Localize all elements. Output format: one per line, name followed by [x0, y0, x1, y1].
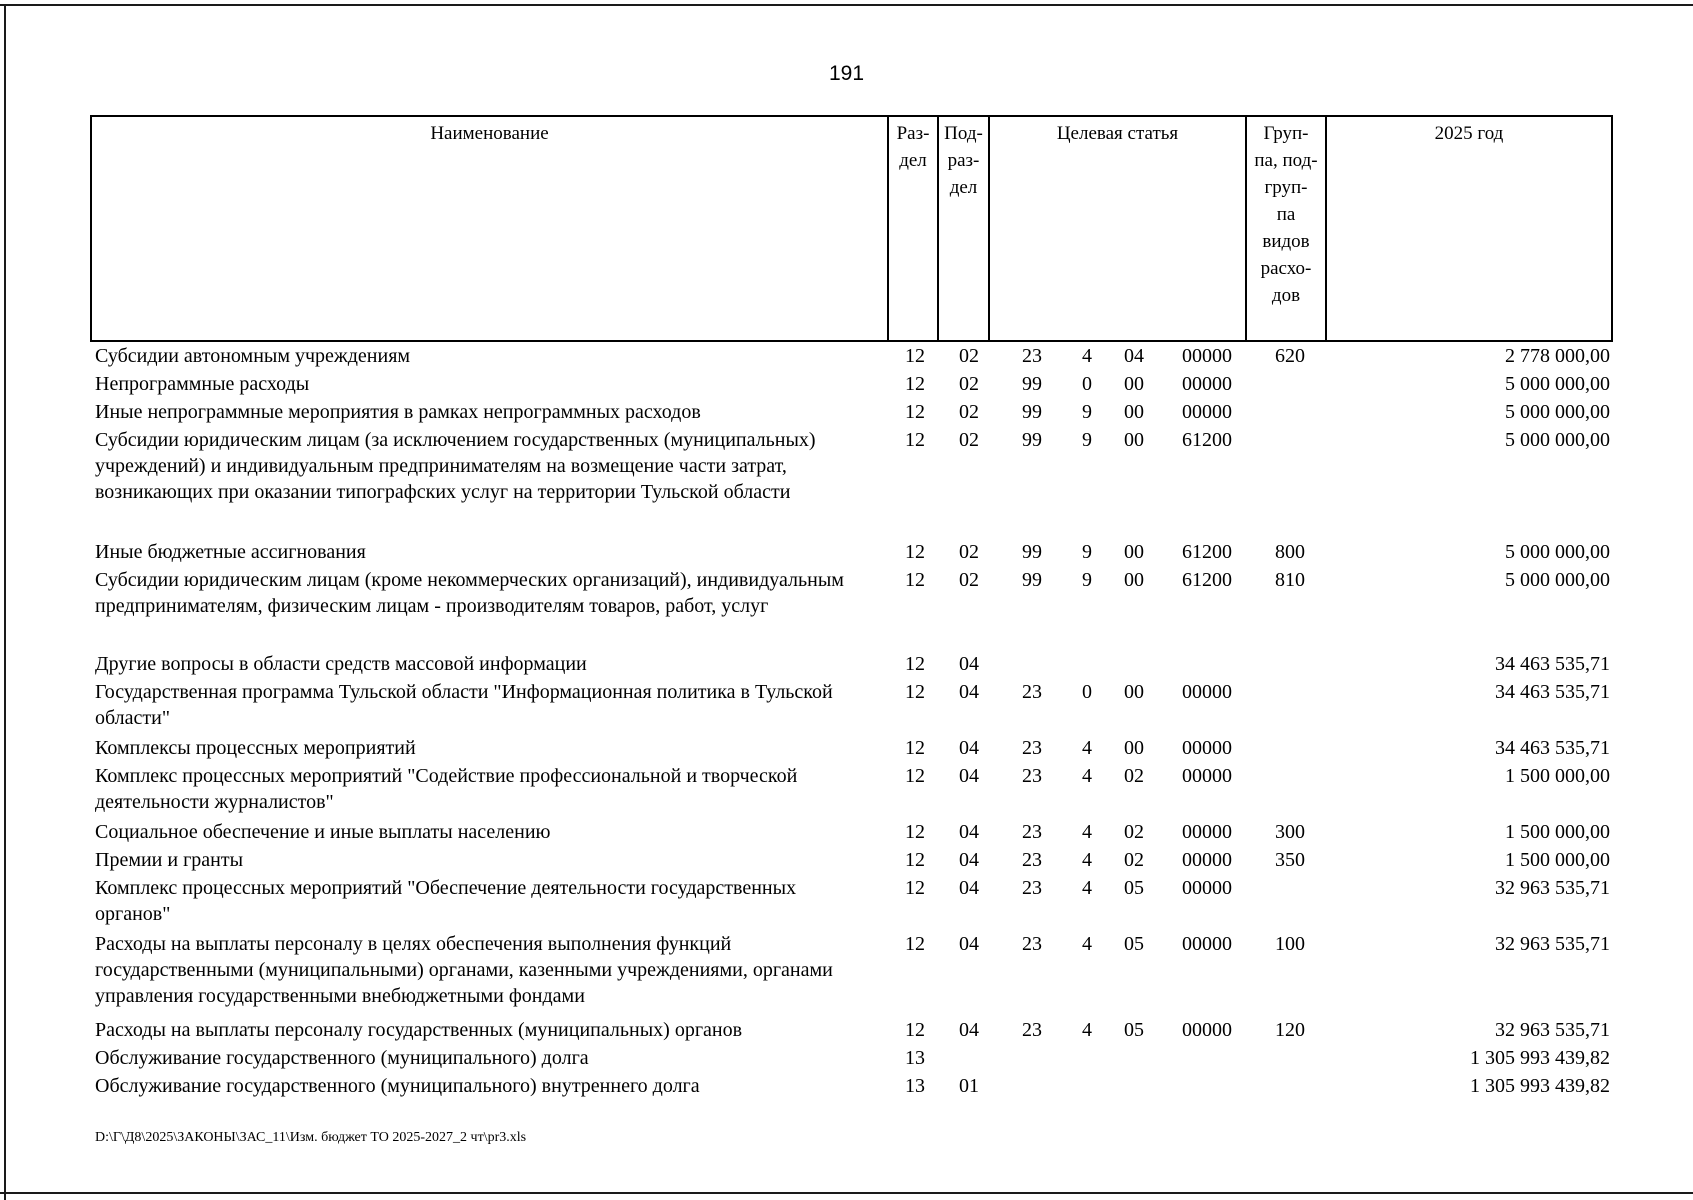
row-amount: 5 000 000,00: [1505, 569, 1610, 591]
row-razdel: 12: [905, 737, 925, 759]
row-target-block: 02: [1124, 765, 1144, 787]
row-target-program: 23: [1022, 877, 1042, 899]
row-razdel: 12: [905, 345, 925, 367]
row-name: Иные непрограммные мероприятия в рамках непрограммных расходов: [95, 401, 701, 423]
row-target-block: 05: [1124, 933, 1144, 955]
row-razdel: 12: [905, 429, 925, 451]
header-target-article: Целевая статья: [988, 117, 1245, 340]
row-name: Иные бюджетные ассигнования: [95, 541, 366, 563]
row-amount: 5 000 000,00: [1505, 541, 1610, 563]
row-podrazdel: 04: [959, 849, 979, 871]
row-target-type: 9: [1082, 541, 1092, 563]
row-target-type: 0: [1082, 681, 1092, 703]
row-razdel: 12: [905, 1019, 925, 1041]
row-target-type: 0: [1082, 373, 1092, 395]
row-target-type: 4: [1082, 933, 1092, 955]
row-name: Государственная программа Тульской области "Информационная политика в Тульской области": [95, 681, 833, 729]
row-expense-group: 810: [1275, 569, 1305, 591]
row-expense-group: 350: [1275, 849, 1305, 871]
row-target-block: 00: [1124, 737, 1144, 759]
row-podrazdel: 04: [959, 933, 979, 955]
row-target-type: 9: [1082, 401, 1092, 423]
row-expense-group: 800: [1275, 541, 1305, 563]
header-name: Наименование: [430, 123, 549, 144]
row-target-program: 23: [1022, 849, 1042, 871]
row-target-block: 00: [1124, 429, 1144, 451]
row-razdel: 12: [905, 877, 925, 899]
row-target-program: 23: [1022, 737, 1042, 759]
row-expense-group: 620: [1275, 345, 1305, 367]
row-expense-group: 100: [1275, 933, 1305, 955]
scan-border-left: [4, 4, 6, 1200]
row-amount: 1 500 000,00: [1505, 821, 1610, 843]
row-podrazdel: 04: [959, 1019, 979, 1041]
row-target-program: 99: [1022, 569, 1042, 591]
row-target-type: 4: [1082, 345, 1092, 367]
scan-border-top: [0, 4, 1693, 6]
row-podrazdel: 02: [959, 569, 979, 591]
row-target-direction: 00000: [1182, 765, 1232, 787]
row-target-type: 4: [1082, 1019, 1092, 1041]
row-amount: 1 305 993 439,82: [1470, 1075, 1610, 1097]
row-target-block: 02: [1124, 821, 1144, 843]
row-razdel: 12: [905, 765, 925, 787]
row-target-direction: 00000: [1182, 877, 1232, 899]
row-expense-group: 120: [1275, 1019, 1305, 1041]
row-target-direction: 00000: [1182, 1019, 1232, 1041]
row-target-block: 04: [1124, 345, 1144, 367]
header-expense-group: Груп- па, под- груп- па видов расхо- дов: [1245, 117, 1325, 340]
row-target-block: 05: [1124, 1019, 1144, 1041]
row-target-program: 23: [1022, 765, 1042, 787]
row-podrazdel: 02: [959, 345, 979, 367]
row-target-direction: 00000: [1182, 821, 1232, 843]
row-amount: 5 000 000,00: [1505, 429, 1610, 451]
row-amount: 5 000 000,00: [1505, 373, 1610, 395]
row-podrazdel: 04: [959, 653, 979, 675]
row-target-type: 9: [1082, 429, 1092, 451]
row-name: Расходы на выплаты персоналу в целях обеспечения выполнения функций государственными (муниципальными) органами, казенными учреждениями, органами управления государственными внебюджетными фондами: [95, 933, 833, 1007]
row-name: Расходы на выплаты персоналу государственных (муниципальных) органов: [95, 1019, 743, 1041]
row-target-direction: 00000: [1182, 401, 1232, 423]
row-name: Обслуживание государственного (муниципального) внутреннего долга: [95, 1075, 700, 1097]
row-target-block: 02: [1124, 849, 1144, 871]
row-amount: 32 963 535,71: [1495, 1019, 1610, 1041]
row-amount: 1 500 000,00: [1505, 765, 1610, 787]
row-target-direction: 61200: [1182, 541, 1232, 563]
row-target-program: 23: [1022, 681, 1042, 703]
row-target-type: 4: [1082, 821, 1092, 843]
row-amount: 34 463 535,71: [1495, 737, 1610, 759]
row-razdel: 12: [905, 821, 925, 843]
header-podrazdel: Под- раз- дел: [937, 117, 988, 340]
row-name: Субсидии автономным учреждениям: [95, 345, 411, 367]
row-target-direction: 61200: [1182, 569, 1232, 591]
page-number: 191: [828, 62, 865, 85]
row-target-direction: 00000: [1182, 345, 1232, 367]
row-target-direction: 00000: [1182, 373, 1232, 395]
row-podrazdel: 02: [959, 429, 979, 451]
row-razdel: 13: [905, 1047, 925, 1069]
row-amount: 32 963 535,71: [1495, 933, 1610, 955]
row-target-direction: 00000: [1182, 933, 1232, 955]
row-target-type: 4: [1082, 849, 1092, 871]
header-year-2025: 2025 год: [1325, 117, 1611, 340]
row-name: Комплексы процессных мероприятий: [95, 737, 416, 759]
row-amount: 1 500 000,00: [1505, 849, 1610, 871]
row-name: Комплекс процессных мероприятий "Содействие профессиональной и творческой деятельности журналистов": [95, 765, 798, 813]
row-name: Обслуживание государственного (муниципального) долга: [95, 1047, 589, 1069]
row-name: Премии и гранты: [95, 849, 244, 871]
row-amount: 34 463 535,71: [1495, 653, 1610, 675]
row-name: Другие вопросы в области средств массовой информации: [95, 653, 587, 675]
row-podrazdel: 04: [959, 821, 979, 843]
row-amount: 32 963 535,71: [1495, 877, 1610, 899]
row-amount: 2 778 000,00: [1505, 345, 1610, 367]
row-target-program: 23: [1022, 821, 1042, 843]
row-target-program: 99: [1022, 429, 1042, 451]
row-target-program: 99: [1022, 541, 1042, 563]
row-target-type: 4: [1082, 765, 1092, 787]
row-target-program: 23: [1022, 345, 1042, 367]
row-expense-group: 300: [1275, 821, 1305, 843]
row-razdel: 13: [905, 1075, 925, 1097]
row-target-type: 4: [1082, 737, 1092, 759]
row-target-type: 9: [1082, 569, 1092, 591]
row-target-direction: 00000: [1182, 849, 1232, 871]
row-target-program: 99: [1022, 373, 1042, 395]
row-target-block: 05: [1124, 877, 1144, 899]
header-razdel: Раз- дел: [887, 117, 937, 340]
row-name: Комплекс процессных мероприятий "Обеспечение деятельности государственных органов": [95, 877, 797, 925]
row-podrazdel: 02: [959, 541, 979, 563]
row-name: Субсидии юридическим лицам (за исключением государственных (муниципальных) учреждений) и индивидуальным предпринимателям на возмещение части затрат, возникающих при оказании типографских услуг на территории Тульской области: [95, 429, 816, 503]
row-podrazdel: 02: [959, 373, 979, 395]
row-target-program: 23: [1022, 1019, 1042, 1041]
row-razdel: 12: [905, 373, 925, 395]
row-target-program: 99: [1022, 401, 1042, 423]
row-target-block: 00: [1124, 569, 1144, 591]
row-target-direction: 00000: [1182, 737, 1232, 759]
scan-border-bottom: [0, 1192, 1693, 1194]
row-razdel: 12: [905, 541, 925, 563]
row-podrazdel: 04: [959, 737, 979, 759]
row-razdel: 12: [905, 933, 925, 955]
row-amount: 1 305 993 439,82: [1470, 1047, 1610, 1069]
row-podrazdel: 04: [959, 877, 979, 899]
row-target-block: 00: [1124, 373, 1144, 395]
row-name: Субсидии юридическим лицам (кроме некоммерческих организаций), индивидуальным предпринимателям, физическим лицам - производителям товаров, работ, услуг: [95, 569, 844, 617]
row-amount: 34 463 535,71: [1495, 681, 1610, 703]
row-razdel: 12: [905, 653, 925, 675]
row-target-block: 00: [1124, 541, 1144, 563]
row-name: Социальное обеспечение и иные выплаты населению: [95, 821, 551, 843]
row-target-block: 00: [1124, 681, 1144, 703]
row-razdel: 12: [905, 569, 925, 591]
row-podrazdel: 01: [959, 1075, 979, 1097]
row-razdel: 12: [905, 681, 925, 703]
row-amount: 5 000 000,00: [1505, 401, 1610, 423]
row-target-direction: 61200: [1182, 429, 1232, 451]
row-target-type: 4: [1082, 877, 1092, 899]
table-header: [90, 115, 1613, 342]
file-path-footer: D:\Г\Д8\2025\ЗАКОНЫ\ЗАС_11\Изм. бюджет ТО 2025-2027_2 чт\pr3.xls: [95, 1130, 527, 1145]
row-podrazdel: 04: [959, 681, 979, 703]
row-razdel: 12: [905, 401, 925, 423]
row-target-program: 23: [1022, 933, 1042, 955]
row-target-block: 00: [1124, 401, 1144, 423]
row-target-direction: 00000: [1182, 681, 1232, 703]
row-podrazdel: 02: [959, 401, 979, 423]
row-razdel: 12: [905, 849, 925, 871]
row-name: Непрограммные расходы: [95, 373, 310, 395]
row-podrazdel: 04: [959, 765, 979, 787]
